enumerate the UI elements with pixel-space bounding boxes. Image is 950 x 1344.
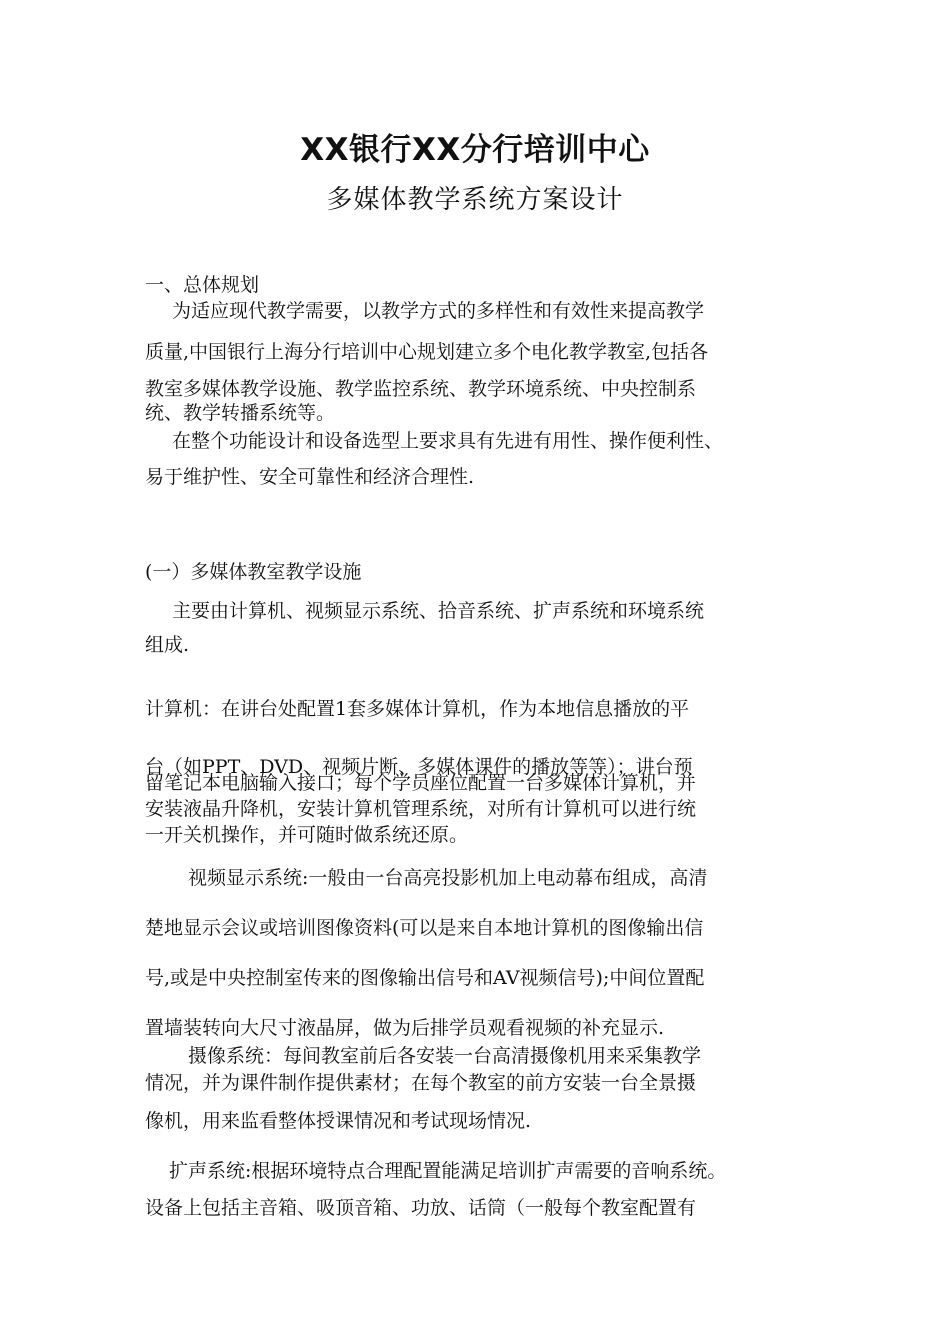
paragraph-line: 楚地显示会议或培训图像资料(可以是来自本地计算机的图像输出信 <box>145 917 704 939</box>
section-heading-overall-plan: 一、总体规划 <box>145 274 260 296</box>
paragraph-line: 统、教学转播系统等。 <box>145 402 336 424</box>
paragraph-audio <box>145 1153 835 1227</box>
paragraph-line: 易于维护性、安全可靠性和经济合理性. <box>145 466 475 488</box>
paragraph-intro <box>145 594 835 662</box>
paragraph-line: 质量,中国银行上海分行培训中心规划建立多个电化教学教室,包括各 <box>145 341 709 363</box>
paragraph-line: 设备上包括主音箱、吸顶音箱、功放、话筒（一般每个教室配置有 <box>145 1197 697 1219</box>
paragraph-line: 一开关机操作，并可随时做系统还原。 <box>145 824 469 846</box>
paragraph-line: 视频显示系统:一般由一台高亮投影机加上电动幕布组成，高清 <box>188 867 708 889</box>
document-subtitle: 多媒体教学系统方案设计 <box>326 185 624 215</box>
paragraph-line: 组成. <box>145 634 190 656</box>
paragraph-video-display <box>145 853 835 1053</box>
paragraph-line: 摄像系统：每间教室前后各安装一台高清摄像机用来采集教学 <box>188 1045 702 1067</box>
paragraph-camera-end <box>145 1106 835 1136</box>
paragraph-line: 计算机：在讲台处配置1套多媒体计算机，作为本地信息播放的平 <box>145 698 690 720</box>
paragraph-overall-plan <box>145 296 835 326</box>
paragraph-requirements <box>145 423 835 495</box>
paragraph-line: 主要由计算机、视频显示系统、拾音系统、扩声系统和环境系统 <box>172 600 705 622</box>
paragraph-line: 号,或是中央控制室传来的图像输出信号和AV视频信号);中间位置配 <box>145 967 705 989</box>
paragraph-line: 扩声系统:根据环境特点合理配置能满足培训扩声需要的音响系统。 <box>169 1160 727 1182</box>
paragraph-line: 置墙装转向大尺寸液晶屏，做为后排学员观看视频的补充显示. <box>145 1017 665 1039</box>
paragraph-line: 在整个功能设计和设备选型上要求具有先进有用性、操作便利性、 <box>172 430 724 452</box>
paragraph-line: 教室多媒体教学设施、教学监控系统、教学环境系统、中央控制系 <box>145 378 697 400</box>
paragraph-line: 台（如PPT、DVD、视频片断、多媒体课件的播放等等）；讲台预 <box>145 756 693 778</box>
paragraph-line: 安装液晶升降机，安装计算机管理系统，对所有计算机可以进行统 <box>145 798 697 820</box>
document-title: XX银行XX分行培训中心 <box>300 132 650 168</box>
paragraph-line: 像机，用来监看整体授课情况和考试现场情况. <box>145 1110 532 1132</box>
paragraph-line: 留笔记本电脑输入接口；每个学员座位配置一台多媒体计算机，并 <box>145 772 697 794</box>
paragraph-camera <box>145 1043 835 1097</box>
paragraph-overall-plan-cont <box>145 334 835 408</box>
paragraph-line: 情况，并为课件制作提供素材；在每个教室的前方安装一台全景摄 <box>145 1072 697 1094</box>
paragraph-line: 为适应现代教学需要，以教学方式的多样性和有效性来提高教学 <box>172 300 705 322</box>
paragraph-computer-cont <box>145 770 835 848</box>
section-heading-multimedia-classroom: (一）多媒体教室教学设施 <box>145 561 362 583</box>
